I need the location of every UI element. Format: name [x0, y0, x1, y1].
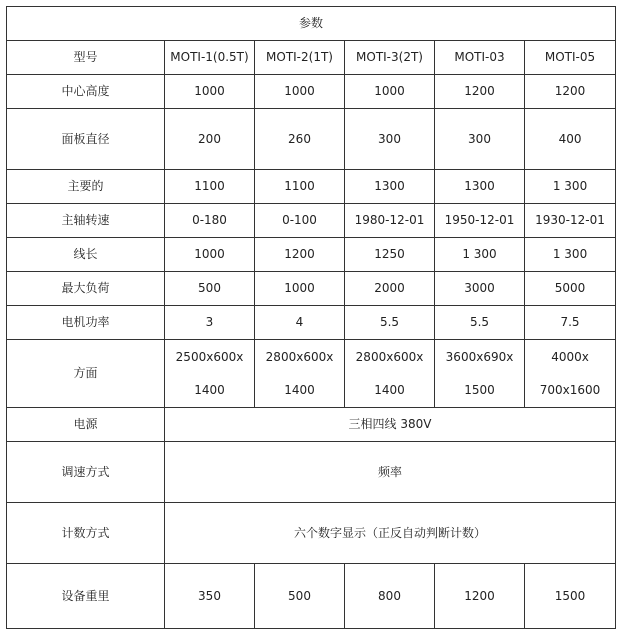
dimension-line: 2500x600x — [175, 349, 244, 364]
table-cell: 300 — [435, 109, 525, 170]
table-cell: 1500 — [525, 564, 616, 629]
table-cell: 3 — [165, 306, 255, 340]
dimension-line: 3600x690x — [445, 349, 514, 364]
table-cell: 1 300 — [435, 238, 525, 272]
row-label: 电源 — [7, 408, 165, 442]
table-cell: 1000 — [165, 238, 255, 272]
table-cell: 5.5 — [435, 306, 525, 340]
table-row — [7, 238, 616, 272]
table-cell: 5000 — [525, 272, 616, 306]
table-cell: 500 — [165, 272, 255, 306]
model-cell: MOTI-03 — [435, 41, 525, 75]
dimensions-row — [7, 340, 616, 408]
table-cell: 7.5 — [525, 306, 616, 340]
dimension-cell — [525, 340, 616, 408]
model-cell: MOTI-2(1T) — [255, 41, 345, 75]
speed-control-row — [7, 442, 616, 503]
table-row — [7, 204, 616, 238]
dimension-line: 1400 — [284, 382, 315, 397]
table-cell: 0-180 — [165, 204, 255, 238]
row-label: 面板直径 — [7, 109, 165, 170]
title-row — [7, 7, 616, 41]
table-cell: 400 — [525, 109, 616, 170]
table-cell: 1000 — [255, 75, 345, 109]
table-cell: 1100 — [165, 170, 255, 204]
table-cell: 1980-12-01 — [345, 204, 435, 238]
table-cell: 1000 — [165, 75, 255, 109]
dimension-cell — [255, 340, 345, 408]
table-title: 参数 — [7, 7, 616, 41]
table-cell: 350 — [165, 564, 255, 629]
row-label: 型号 — [7, 41, 165, 75]
dimension-line: 1500 — [464, 382, 495, 397]
table-cell: 260 — [255, 109, 345, 170]
model-cell: MOTI-05 — [525, 41, 616, 75]
table-row — [7, 170, 616, 204]
table-cell: 3000 — [435, 272, 525, 306]
dimension-line: 2800x600x — [265, 349, 334, 364]
weight-row — [7, 564, 616, 629]
table-cell: 4 — [255, 306, 345, 340]
table-cell: 2000 — [345, 272, 435, 306]
model-row — [7, 41, 616, 75]
table-cell: 1 300 — [525, 238, 616, 272]
table-cell: 1930-12-01 — [525, 204, 616, 238]
table-row — [7, 306, 616, 340]
table-cell: 1200 — [525, 75, 616, 109]
power-supply-value: 三相四线 380V — [165, 408, 616, 442]
table-cell: 300 — [345, 109, 435, 170]
table-cell: 500 — [255, 564, 345, 629]
row-label: 主轴转速 — [7, 204, 165, 238]
row-label: 线长 — [7, 238, 165, 272]
dimension-line: 1400 — [194, 382, 225, 397]
row-label: 最大负荷 — [7, 272, 165, 306]
table-cell: 1000 — [345, 75, 435, 109]
row-label: 电机功率 — [7, 306, 165, 340]
row-label: 方面 — [7, 340, 165, 408]
dimension-line: 1400 — [374, 382, 405, 397]
table-cell: 1200 — [255, 238, 345, 272]
table-cell: 5.5 — [345, 306, 435, 340]
table-cell: 1200 — [435, 564, 525, 629]
table-cell: 200 — [165, 109, 255, 170]
row-label: 设备重里 — [7, 564, 165, 629]
table-cell: 1000 — [255, 272, 345, 306]
dimension-line: 700x1600 — [539, 382, 601, 397]
dimension-cell — [345, 340, 435, 408]
speed-control-value: 频率 — [165, 442, 616, 503]
model-cell: MOTI-3(2T) — [345, 41, 435, 75]
table-row — [7, 109, 616, 170]
model-cell: MOTI-1(0.5T) — [165, 41, 255, 75]
row-label: 中心高度 — [7, 75, 165, 109]
table-row — [7, 75, 616, 109]
dimension-line: 2800x600x — [355, 349, 424, 364]
table-cell: 0-100 — [255, 204, 345, 238]
dimension-cell — [165, 340, 255, 408]
table-cell: 1950-12-01 — [435, 204, 525, 238]
row-label: 计数方式 — [7, 503, 165, 564]
counting-row — [7, 503, 616, 564]
table-cell: 1300 — [345, 170, 435, 204]
row-label: 调速方式 — [7, 442, 165, 503]
dimension-line: 4000x — [551, 349, 589, 364]
table-cell: 1200 — [435, 75, 525, 109]
table-cell: 1300 — [435, 170, 525, 204]
table-cell: 1100 — [255, 170, 345, 204]
table-cell: 800 — [345, 564, 435, 629]
power-supply-row — [7, 408, 616, 442]
table-cell: 1250 — [345, 238, 435, 272]
counting-value: 六个数字显示（正反自动判断计数） — [165, 503, 616, 564]
spec-table — [6, 6, 616, 629]
dimension-cell — [435, 340, 525, 408]
table-cell: 1 300 — [525, 170, 616, 204]
row-label: 主要的 — [7, 170, 165, 204]
table-row — [7, 272, 616, 306]
